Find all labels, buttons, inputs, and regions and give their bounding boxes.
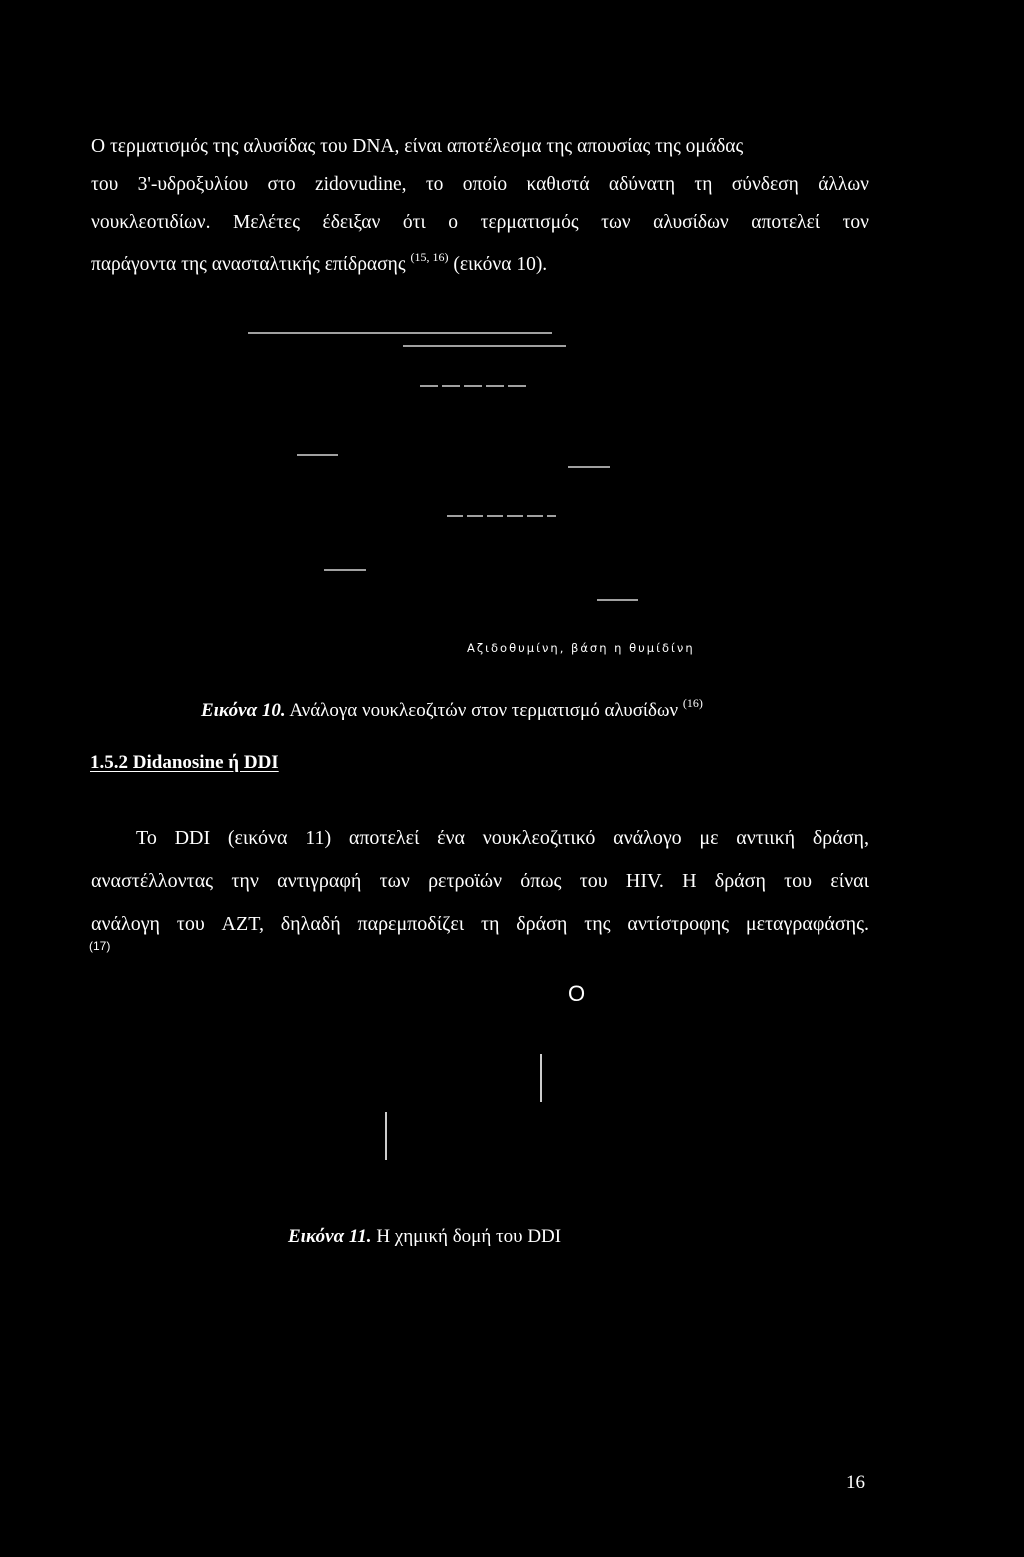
ddi-line-2: αναστέλλοντας την αντιγραφή των ρετροϊών όπως του HIV. Η δράση του είναι <box>91 870 869 892</box>
page-number: 16 <box>846 1472 865 1493</box>
section-heading: 1.5.2 Didanosine ή DDI <box>90 752 279 773</box>
citation-17: (17) <box>89 939 111 953</box>
citation-16: (16) <box>682 696 703 710</box>
oxygen-atom-label: O <box>568 981 586 1006</box>
ddi-paragraph <box>91 817 869 946</box>
figure-10-reference: (εικόνα 10). <box>453 254 548 275</box>
figure-11-caption-text: Η χημική δομή του DDI <box>376 1226 562 1247</box>
intro-line-2: του 3'-υδροξυλίου στο zidovudine, το οποίο καθιστά αδύνατη τη σύνδεση άλλων <box>91 174 869 195</box>
figure-10-label: Αζιδοθυμίνη, βάση η θυμίδίνη <box>467 641 695 655</box>
ddi-line-1: Το DDI (εικόνα 11) αποτελεί ένα νουκλεοζιτικό ανάλογο με αντιική δράση, <box>136 827 869 849</box>
citation-15-16: (15, 16) <box>410 250 449 264</box>
intro-line-4 <box>91 246 869 284</box>
figure-10-caption <box>201 696 703 722</box>
figure-11-caption-lead: Εικόνα 11. <box>288 1226 372 1247</box>
figure-10-caption-lead: Εικόνα 10. <box>201 700 286 721</box>
intro-line-1: Ο τερματισμός της αλυσίδας του DNA, είναι αποτέλεσμα της απουσίας της ομάδας <box>91 136 744 157</box>
intro-line-4-text: παράγοντα της ανασταλτικής επίδρασης <box>91 254 406 275</box>
intro-line-3: νουκλεοτιδίων. Μελέτες έδειξαν ότι ο τερματισμός των αλυσίδων αποτελεί τον <box>91 212 869 233</box>
ddi-line-3: ανάλογη του AZT, δηλαδή παρεμποδίζει τη δράση της αντίστροφης μεταγραφάσης. <box>91 913 869 935</box>
intro-paragraph <box>91 128 869 284</box>
figure-11-caption <box>288 1226 561 1248</box>
figure-11-structure <box>0 1040 1024 1240</box>
figure-10-caption-text: Ανάλογα νουκλεοζιτών στον τερματισμό αλυσίδων <box>289 700 679 721</box>
